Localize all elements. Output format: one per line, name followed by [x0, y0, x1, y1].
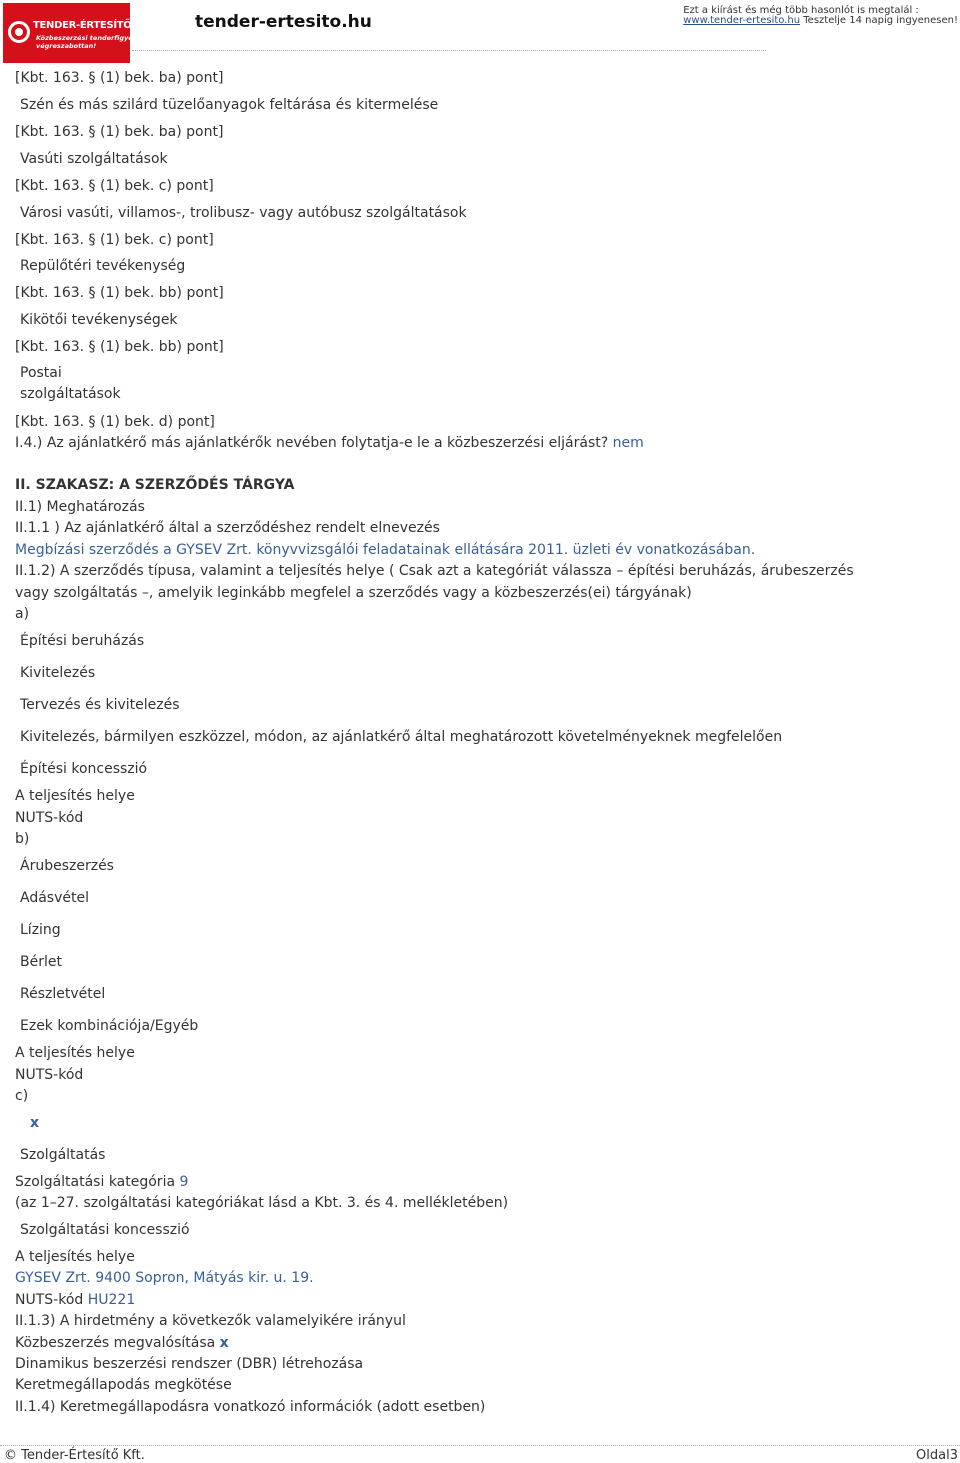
- performance-place-value: GYSEV Zrt. 9400 Sopron, Mátyás kir. u. 19.: [15, 1270, 314, 1286]
- section-heading: II. SZAKASZ: A SZERZŐDÉS TÁRGYA: [15, 477, 295, 493]
- option-label: Szén és más szilárd tüzelőanyagok feltárása és kitermelése: [20, 97, 439, 113]
- field-label: II.1.4) Keretmegállapodásra vonatkozó információk (adott esetben): [15, 1399, 486, 1415]
- field-label: II.1.2) A szerződés típusa, valamint a teljesítés helye ( Csak azt a kategóriát válassza – építési beruházás, árubeszerzés: [15, 563, 854, 579]
- option-label: Kivitelezés: [20, 665, 96, 681]
- question-text: I.4.) Az ajánlatkérő más ajánlatkérők nevében folytatja-e le a közbeszerzési eljárást? nem: [15, 435, 644, 451]
- contract-title: Megbízási szerződés a GYSEV Zrt. könyvvizsgálói feladatainak ellátására 2011. üzleti év vonatkozásában.: [15, 542, 756, 558]
- field-label: II.1.3) A hirdetmény a következők valamelyikére irányul: [15, 1313, 406, 1329]
- site-logo[interactable]: [3, 3, 149, 63]
- kbt-ref: [Kbt. 163. § (1) bek. ba) pont]: [15, 70, 224, 86]
- option-label: Bérlet: [20, 954, 62, 970]
- option-label: szolgáltatások: [20, 386, 121, 402]
- option-label: Ezek kombinációja/Egyéb: [20, 1018, 199, 1034]
- option-label: Városi vasúti, villamos-, trolibusz- vagy autóbusz szolgáltatások: [20, 205, 467, 221]
- selected-mark: x: [30, 1115, 40, 1131]
- nuts-code-value: HU221: [87, 1292, 136, 1308]
- option-label: Dinamikus beszerzési rendszer (DBR) létrehozása: [15, 1356, 364, 1372]
- kbt-ref: [Kbt. 163. § (1) bek. bb) pont]: [15, 285, 224, 301]
- footer-copyright: © Tender-Értesítő Kft.: [4, 1448, 145, 1463]
- option-label: Építési koncesszió: [20, 761, 148, 777]
- field-note: (az 1–27. szolgáltatási kategóriákat lásd a Kbt. 3. és 4. mellékletében): [15, 1195, 509, 1211]
- option-label: Szolgáltatás: [20, 1147, 106, 1163]
- selected-mark: x: [219, 1335, 229, 1351]
- header-divider: [132, 50, 766, 51]
- option-label: Keretmegállapodás megkötése: [15, 1377, 232, 1393]
- field-label: A teljesítés helye: [15, 788, 135, 804]
- field-label: NUTS-kód HU221: [15, 1292, 136, 1308]
- kbt-ref: [Kbt. 163. § (1) bek. c) pont]: [15, 232, 214, 248]
- field-label: NUTS-kód: [15, 810, 84, 826]
- site-title: tender-ertesito.hu: [195, 12, 372, 32]
- kbt-ref: [Kbt. 163. § (1) bek. ba) pont]: [15, 124, 224, 140]
- answer-value: nem: [612, 435, 644, 451]
- option-label: Részletvétel: [20, 986, 106, 1002]
- subpoint-label: a): [15, 606, 30, 622]
- logo-tagline: Közbeszerzési tenderfigyelés végreszabottan!: [36, 34, 144, 50]
- page-footer: [0, 1445, 960, 1463]
- field-label: NUTS-kód: [15, 1067, 84, 1083]
- field-label: vagy szolgáltatás –, amelyik leginkább megfelel a szerződés vagy a közbeszerzés(ei) tárgyának): [15, 585, 692, 601]
- field-label: Szolgáltatási kategória 9: [15, 1174, 189, 1190]
- promo-line1: Ezt a kiírást és még több hasonlót is megtalál :: [683, 5, 919, 16]
- option-label: Postai: [20, 365, 62, 381]
- subpoint-label: b): [15, 831, 30, 847]
- subsection-heading: II.1) Meghatározás: [15, 499, 145, 515]
- promo-link[interactable]: www.tender-ertesito.hu: [683, 15, 801, 26]
- option-label: Tervezés és kivitelezés: [20, 697, 180, 713]
- field-label: II.1.1 ) Az ajánlatkérő által a szerződéshez rendelt elnevezés: [15, 520, 440, 536]
- kbt-ref: [Kbt. 163. § (1) bek. c) pont]: [15, 178, 214, 194]
- kbt-ref: [Kbt. 163. § (1) bek. bb) pont]: [15, 339, 224, 355]
- option-label: Árubeszerzés: [20, 858, 114, 874]
- field-label: A teljesítés helye: [15, 1045, 135, 1061]
- logo-icon: [8, 21, 30, 43]
- option-label: Szolgáltatási koncesszió: [20, 1222, 190, 1238]
- logo-text: TENDER-ÉRTESÍTŐ.hu: [33, 20, 149, 31]
- promo-box: [683, 6, 958, 26]
- option-label: Repülőtéri tevékenység: [20, 258, 186, 274]
- option-label: Lízing: [20, 922, 61, 938]
- option-label: Vasúti szolgáltatások: [20, 151, 168, 167]
- subpoint-label: c): [15, 1088, 29, 1104]
- service-category-value: 9: [179, 1174, 189, 1190]
- field-label: A teljesítés helye: [15, 1249, 135, 1265]
- footer-page-number: Oldal3: [916, 1448, 958, 1463]
- promo-line2: Tesztelje 14 napig ingyenesen!: [800, 15, 958, 26]
- option-label: Adásvétel: [20, 890, 89, 906]
- option-label: Kivitelezés, bármilyen eszközzel, módon, az ajánlatkérő által meghatározott követelményeknek megfelelően: [20, 729, 783, 745]
- kbt-ref: [Kbt. 163. § (1) bek. d) pont]: [15, 414, 215, 430]
- option-label: Közbeszerzés megvalósítása x: [15, 1335, 229, 1351]
- option-label: Építési beruházás: [20, 633, 145, 649]
- option-label: Kikötői tevékenységek: [20, 312, 178, 328]
